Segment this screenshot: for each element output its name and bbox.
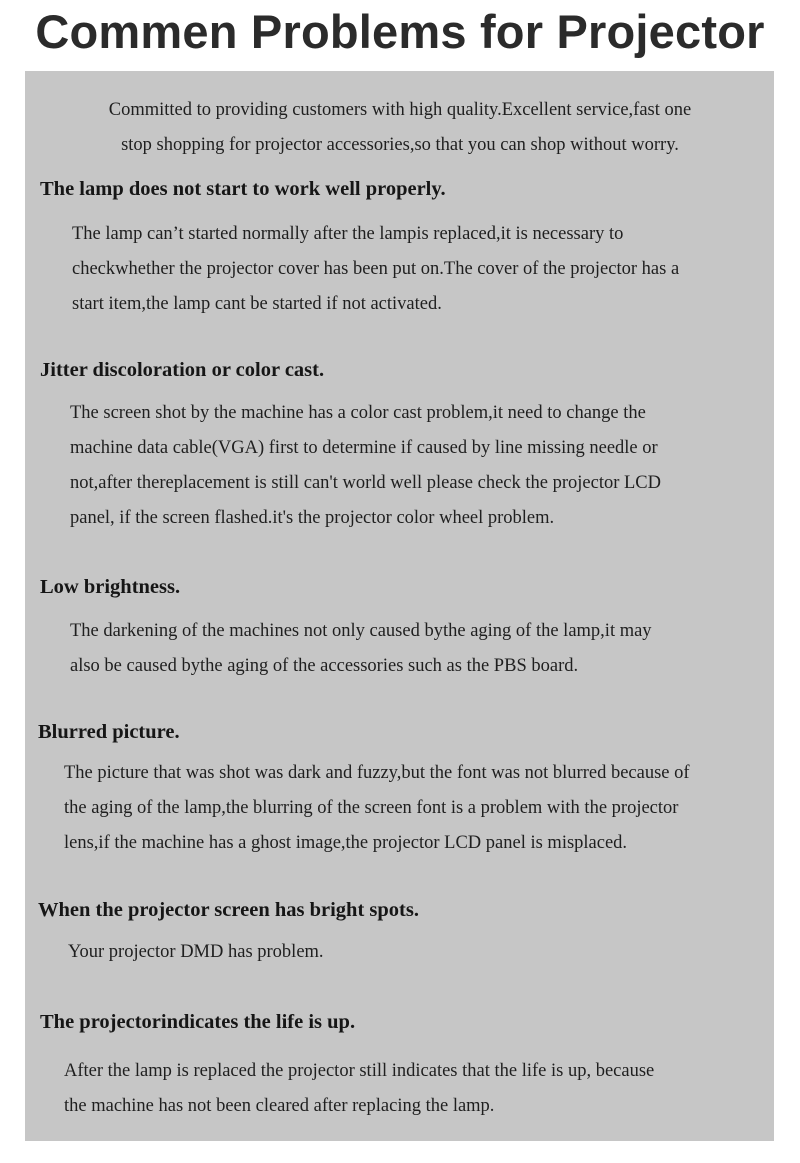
intro-line: stop shopping for projector accessories,so that you can shop without worry. — [121, 135, 679, 155]
body-line: The picture that was shot was dark and fuzzy,but the font was not blurred because of — [64, 763, 690, 783]
section-body-life-up — [64, 1054, 654, 1124]
body-line: The screen shot by the machine has a color cast problem,it need to change the — [70, 403, 646, 423]
body-line: the aging of the lamp,the blurring of the screen font is a problem with the projector — [64, 798, 679, 818]
body-line: The lamp can’t started normally after the lampis replaced,it is necessary to — [72, 224, 624, 244]
section-heading-bright-spots: When the projector screen has bright spots. — [38, 899, 419, 921]
section-body-bright-spots — [68, 935, 324, 970]
body-line: The darkening of the machines not only caused bythe aging of the lamp,it may — [70, 621, 652, 641]
intro-line: Committed to providing customers with high quality.Excellent service,fast one — [108, 100, 692, 120]
body-line: Your projector DMD has problem. — [68, 942, 324, 962]
section-heading-life-up: The projectorindicates the life is up. — [40, 1011, 356, 1033]
section-heading-color-cast: Jitter discoloration or color cast. — [40, 359, 325, 381]
body-line: lens,if the machine has a ghost image,the projector LCD panel is misplaced. — [64, 833, 628, 853]
section-body-lamp-start — [72, 217, 679, 322]
body-line: start item,the lamp cant be started if not activated. — [72, 294, 442, 314]
body-line: also be caused bythe aging of the accessories such as the PBS board. — [70, 656, 579, 676]
body-line: After the lamp is replaced the projector still indicates that the life is up, because — [64, 1061, 655, 1081]
body-line: panel, if the screen flashed.it's the projector color wheel problem. — [70, 508, 555, 528]
body-line: the machine has not been cleared after replacing the lamp. — [64, 1096, 495, 1116]
section-heading-lamp-start: The lamp does not start to work well properly. — [40, 178, 446, 200]
body-line: not,after thereplacement is still can't world well please check the projector LCD — [70, 473, 661, 493]
section-heading-blurred-picture: Blurred picture. — [38, 721, 180, 743]
section-body-low-brightness — [70, 614, 652, 684]
page-title: Commen Problems for Projector — [35, 5, 765, 58]
body-line: machine data cable(VGA) first to determine if caused by line missing needle or — [70, 438, 658, 458]
section-body-color-cast — [70, 396, 661, 536]
intro-text — [0, 93, 800, 163]
section-heading-low-brightness: Low brightness. — [40, 576, 181, 598]
section-body-blurred-picture — [64, 756, 690, 861]
body-line: checkwhether the projector cover has been put on.The cover of the projector has a — [72, 259, 680, 279]
